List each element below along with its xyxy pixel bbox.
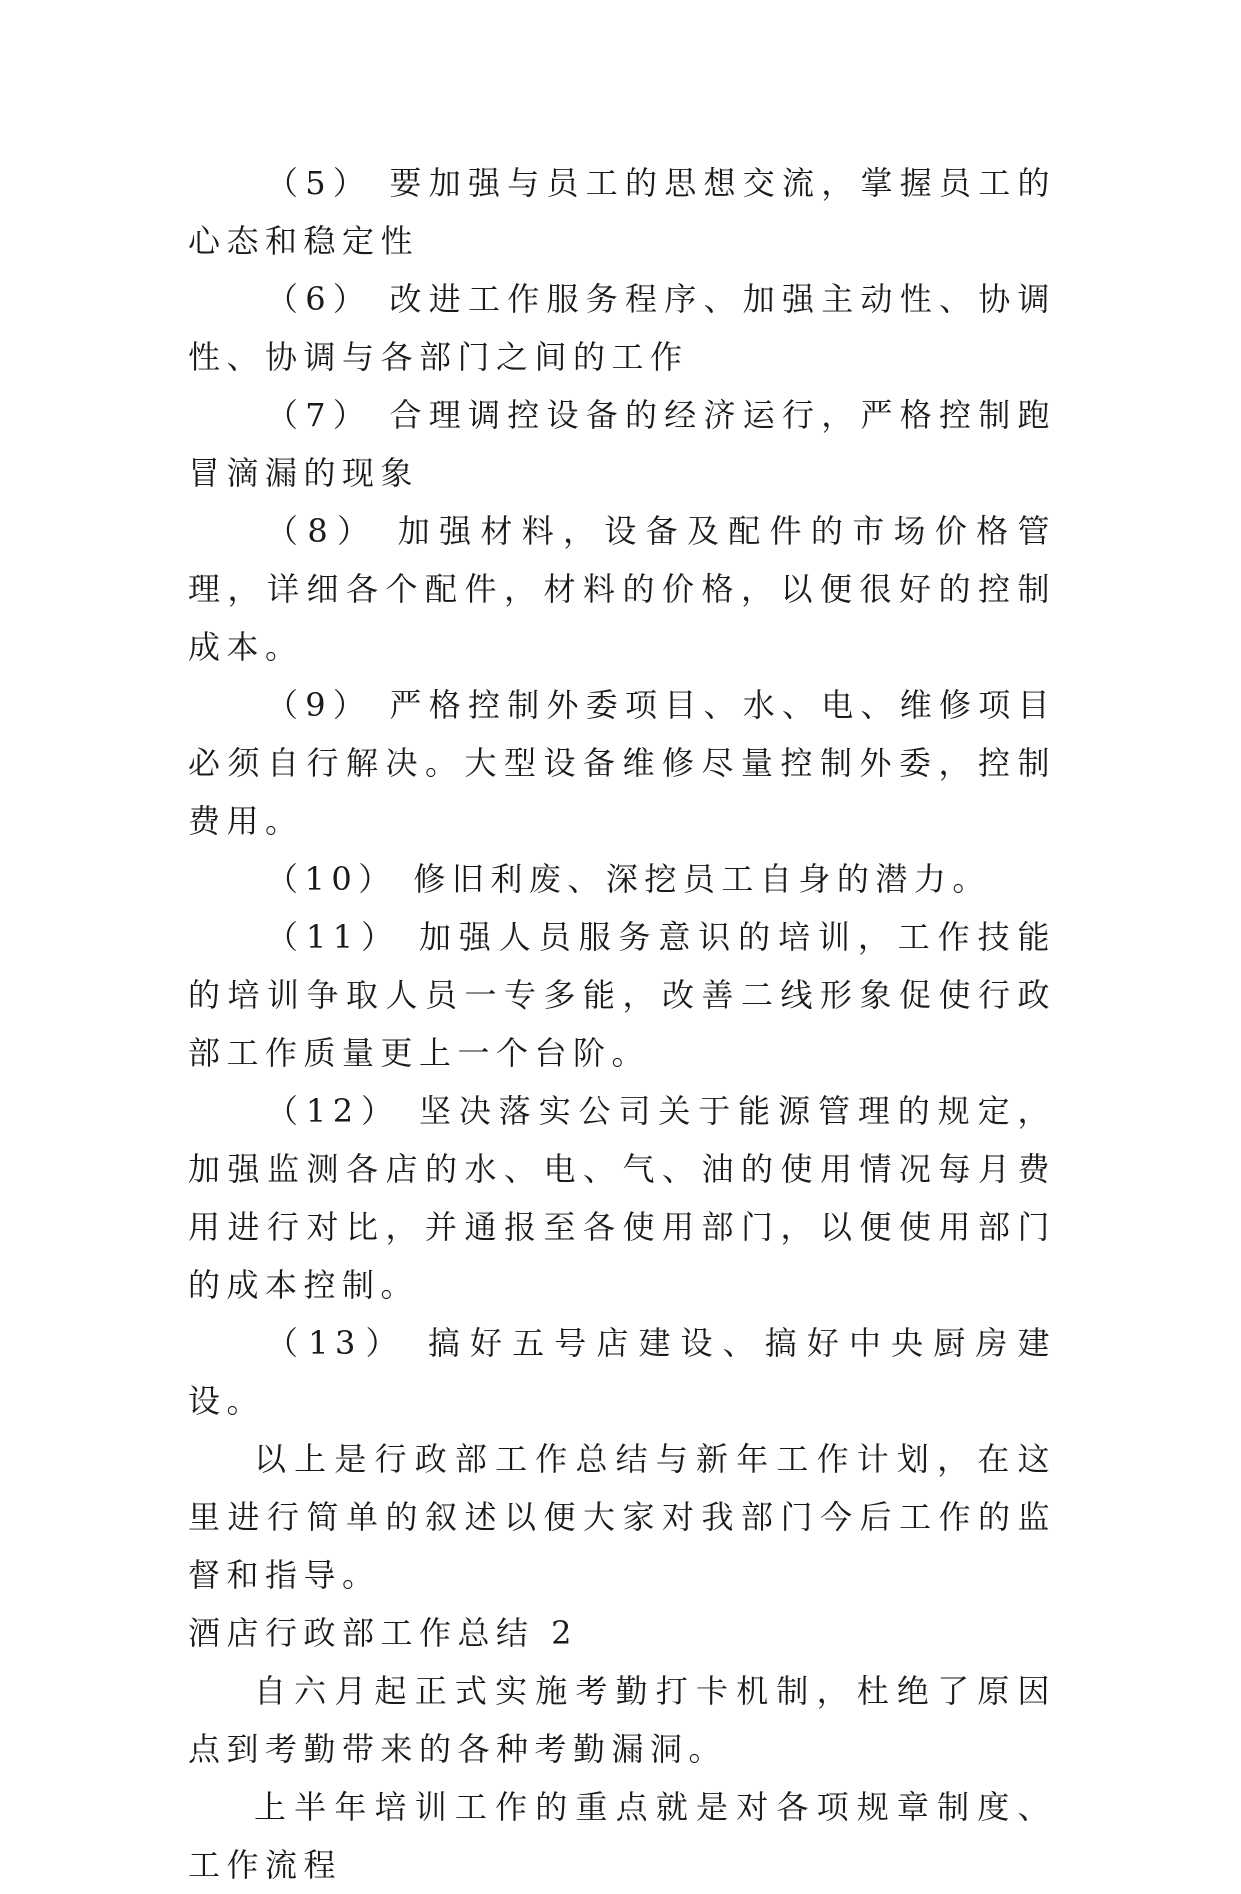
body-paragraph: 上半年培训工作的重点就是对各项规章制度、工作流程 [188, 1788, 1056, 1884]
list-item-9: （9） 严格控制外委项目、水、电、维修项目必须自行解决。大型设备维修尽量控制外委，控制费用。 [188, 686, 1056, 840]
list-item-11: （11） 加强人员服务意识的培训，工作技能的培训争取人员一专多能，改善二线形象促使行政部工作质量更上一个台阶。 [188, 918, 1056, 1072]
list-item-13: （13） 搞好五号店建设、搞好中央厨房建设。 [188, 1324, 1056, 1420]
section-title: 酒店行政部工作总结 2 [188, 1614, 579, 1652]
document-body [188, 154, 1056, 1894]
list-item-8: （8） 加强材料，设备及配件的市场价格管理，详细各个配件，材料的价格，以便很好的控制成本。 [188, 512, 1056, 666]
list-item-10: （10） 修旧利废、深挖员工自身的潜力。 [266, 860, 991, 898]
summary-paragraph: 以上是行政部工作总结与新年工作计划，在这里进行简单的叙述以便大家对我部门今后工作的监督和指导。 [188, 1440, 1056, 1594]
body-paragraph: 自六月起正式实施考勤打卡机制，杜绝了原因点到考勤带来的各种考勤漏洞。 [188, 1672, 1056, 1768]
list-item-5: （5） 要加强与员工的思想交流，掌握员工的心态和稳定性 [188, 164, 1056, 260]
list-item-6: （6） 改进工作服务程序、加强主动性、协调性、协调与各部门之间的工作 [188, 280, 1056, 376]
list-item-12: （12） 坚决落实公司关于能源管理的规定，加强监测各店的水、电、气、油的使用情况每月费用进行对比，并通报至各使用部门，以便使用部门的成本控制。 [188, 1092, 1056, 1304]
list-item-7: （7） 合理调控设备的经济运行，严格控制跑冒滴漏的现象 [188, 396, 1056, 492]
